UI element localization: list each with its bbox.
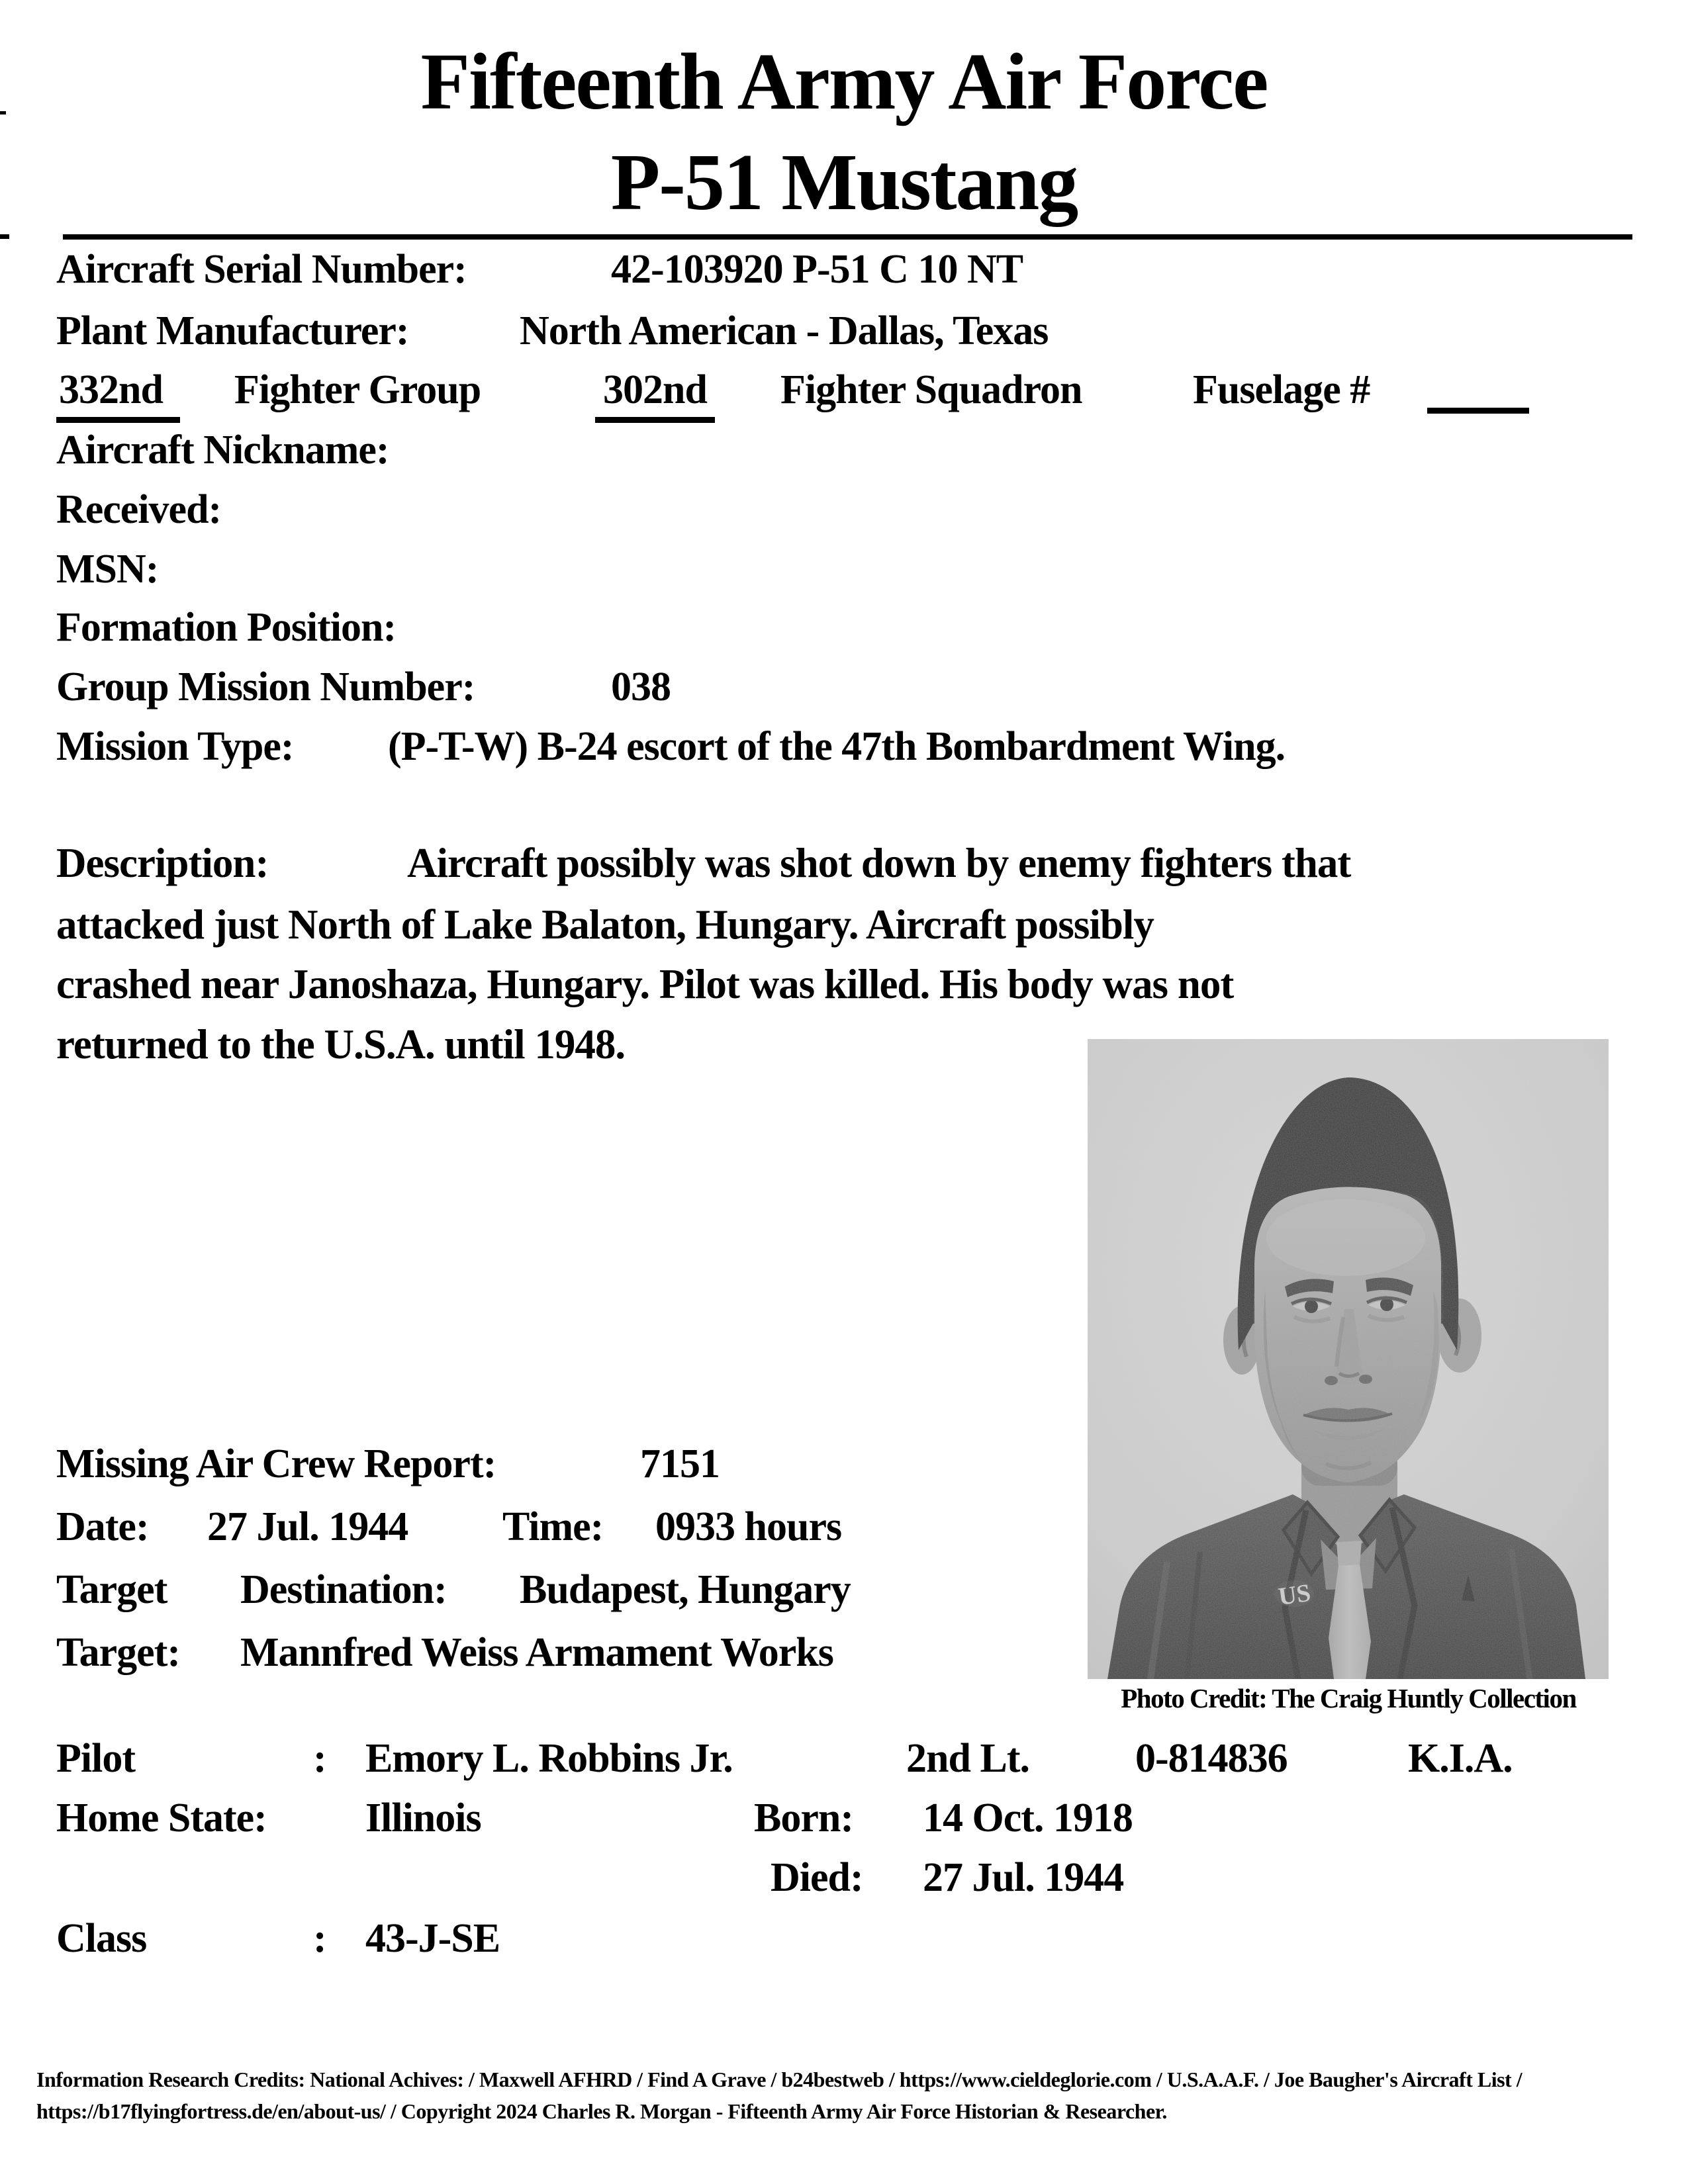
date-value: 27 Jul. 1944	[207, 1504, 408, 1549]
field-class	[56, 1916, 500, 1961]
field-group-squadron	[56, 367, 1370, 423]
target-destination-label-2: Destination:	[240, 1567, 447, 1612]
field-home-state-born	[56, 1796, 1133, 1841]
fighter-squadron-number: 302nd	[595, 369, 715, 423]
class-colon: :	[313, 1916, 326, 1961]
field-macr	[56, 1441, 720, 1486]
home-state-label: Home State:	[56, 1796, 267, 1841]
group-mission-number-value: 038	[611, 664, 671, 709]
description-line-2	[56, 901, 1154, 948]
description-line-1	[56, 840, 1351, 886]
field-group-mission-number	[56, 664, 671, 709]
fighter-group-label: Fighter Group	[234, 367, 481, 412]
received-label: Received:	[56, 487, 222, 532]
photo-credit-caption: Photo Credit: The Craig Huntly Collection	[1121, 1683, 1576, 1713]
field-msn	[56, 549, 158, 590]
description-text-2: attacked just North of Lake Balaton, Hungary. Aircraft possibly	[56, 901, 1154, 948]
died-value: 27 Jul. 1944	[923, 1855, 1124, 1900]
fighter-group-number: 332nd	[56, 369, 180, 423]
document-header	[0, 32, 1688, 233]
aircraft-serial-number-label: Aircraft Serial Number:	[56, 247, 467, 292]
us-collar-insignia: US	[1276, 1578, 1313, 1612]
plant-manufacturer-label: Plant Manufacturer:	[56, 308, 409, 353]
page-title-line-2: P-51 Mustang	[610, 138, 1078, 227]
field-pilot	[56, 1736, 1513, 1781]
page-edge-tick-top	[0, 111, 6, 114]
page-edge-tick-rule	[0, 234, 9, 239]
plant-manufacturer-value: North American - Dallas, Texas	[520, 308, 1049, 353]
date-label: Date:	[56, 1504, 149, 1549]
description-text-1: Aircraft possibly was shot down by enemy fighters that	[407, 840, 1351, 886]
description-text-4: returned to the U.S.A. until 1948.	[56, 1021, 626, 1068]
pilot-colon: :	[313, 1736, 326, 1781]
pilot-status: K.I.A.	[1408, 1736, 1513, 1781]
target-destination-value: Budapest, Hungary	[520, 1567, 851, 1612]
pilot-rank: 2nd Lt.	[906, 1736, 1029, 1781]
home-state-value: Illinois	[365, 1796, 481, 1841]
description-label: Description:	[56, 840, 269, 886]
field-mission-type	[56, 724, 1286, 769]
time-label: Time:	[502, 1504, 604, 1549]
aircraft-serial-number-value: 42-103920 P-51 C 10 NT	[611, 247, 1023, 292]
mission-type-value: (P-T-W) B-24 escort of the 47th Bombardment Wing.	[388, 724, 1286, 769]
group-mission-number-label: Group Mission Number:	[56, 664, 475, 709]
footer-credits-line-1: Information Research Credits: National Achives: / Maxwell AFHRD / Find A Grave / b24bestweb / https://www.cieldeglorie.com / U.S.A.A.F. / Joe Baugher's Aircraft List /	[36, 2068, 1523, 2091]
field-target	[56, 1630, 833, 1675]
description-text-3: crashed near Janoshaza, Hungary. Pilot was killed. His body was not	[56, 961, 1234, 1007]
page-title-line-1: Fifteenth Army Air Force	[420, 37, 1268, 126]
header-divider-rule	[63, 234, 1632, 240]
died-label: Died:	[771, 1855, 863, 1900]
footer-credits-line-2: https://b17flyingfortress.de/en/about-us/ / Copyright 2024 Charles R. Morgan - Fifteenth Army Air Force Historian & Researcher.	[36, 2099, 1167, 2123]
field-plant-manufacturer	[56, 308, 1049, 353]
born-label: Born:	[754, 1796, 853, 1841]
class-label: Class	[56, 1916, 147, 1961]
description-line-3	[56, 961, 1234, 1007]
fuselage-number-blank	[1427, 369, 1529, 414]
field-date-time	[56, 1504, 842, 1549]
pilot-portrait-image	[1088, 1039, 1609, 1679]
macr-label: Missing Air Crew Report:	[56, 1441, 496, 1486]
target-label: Target:	[56, 1630, 180, 1675]
fighter-squadron-label: Fighter Squadron	[780, 367, 1082, 412]
field-aircraft-serial-number	[56, 247, 1023, 292]
target-value: Mannfred Weiss Armament Works	[240, 1630, 833, 1675]
description-line-4	[56, 1021, 626, 1068]
target-destination-label-1: Target	[56, 1567, 167, 1612]
macr-value: 7151	[640, 1441, 720, 1486]
pilot-photo	[1088, 1039, 1609, 1679]
field-target-destination	[56, 1567, 851, 1612]
field-received	[56, 489, 221, 530]
time-value: 0933 hours	[655, 1504, 842, 1549]
formation-position-label: Formation Position:	[56, 605, 397, 650]
mission-type-label: Mission Type:	[56, 724, 294, 769]
fuselage-number-label: Fuselage #	[1193, 367, 1370, 412]
class-value: 43-J-SE	[365, 1916, 500, 1961]
msn-label: MSN:	[56, 547, 159, 592]
field-aircraft-nickname	[56, 430, 389, 471]
aircraft-nickname-label: Aircraft Nickname:	[56, 428, 389, 473]
pilot-service-number: 0-814836	[1135, 1736, 1288, 1781]
pilot-name: Emory L. Robbins Jr.	[365, 1736, 733, 1781]
born-value: 14 Oct. 1918	[923, 1796, 1133, 1841]
pilot-label: Pilot	[56, 1736, 135, 1781]
field-formation-position	[56, 607, 396, 648]
